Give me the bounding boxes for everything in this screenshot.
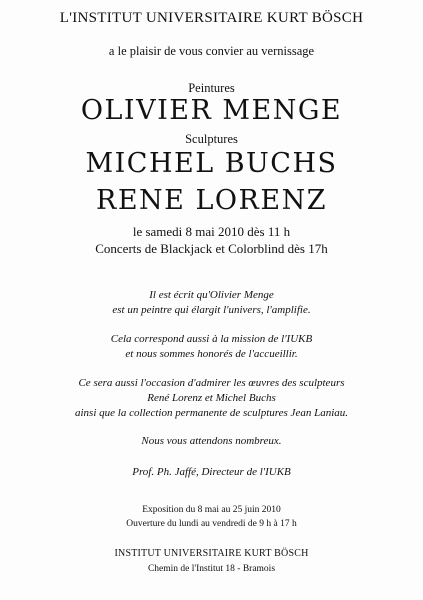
header-invite: a le plaisir de vous convier au vernissage	[108, 44, 315, 58]
message-line: est un peintre qui élargit l'univers, l'amplifie.	[112, 304, 311, 316]
painting-label: Peintures	[188, 81, 235, 95]
opening-hours: Ouverture du lundi au vendredi de 9 h à 17 h	[126, 519, 297, 529]
footer-institute: INSTITUT UNIVERSITAIRE KURT BÖSCH	[114, 548, 309, 559]
message-closing: Nous vous attendons nombreux.	[141, 435, 282, 447]
message-line: et nous sommes honorés de l'accueillir.	[125, 348, 298, 360]
sculptor-name-1: MICHEL BUCHS	[85, 148, 338, 179]
message-line: Ce sera aussi l'occasion d'admirer les œuvres des sculpteurs	[78, 377, 345, 389]
painter-name: OLIVIER MENGE	[80, 95, 343, 126]
message-line: René Lorenz et Michel Buchs	[147, 392, 276, 404]
header-institute: L'INSTITUT UNIVERSITAIRE KURT BÖSCH	[59, 10, 364, 26]
event-date: le samedi 8 mai 2010 dès 11 h	[132, 224, 291, 239]
signature: Prof. Ph. Jaffé, Directeur de l'IUKB	[132, 466, 291, 478]
sculptor-name-2: RENE LORENZ	[96, 185, 327, 216]
footer-address: Chemin de l'Institut 18 - Bramois	[147, 564, 276, 574]
message-line: Cela correspond aussi à la mission de l'IUKB	[110, 333, 313, 345]
exhibition-dates: Exposition du 8 mai au 25 juin 2010	[142, 505, 281, 515]
sculpture-label: Sculptures	[185, 132, 238, 146]
message-line: ainsi que la collection permanente de sculptures Jean Laniau.	[74, 407, 348, 419]
message-line: Il est écrit qu'Olivier Menge	[149, 289, 274, 301]
event-concerts: Concerts de Blackjack et Colorblind dès 17h	[95, 241, 328, 256]
